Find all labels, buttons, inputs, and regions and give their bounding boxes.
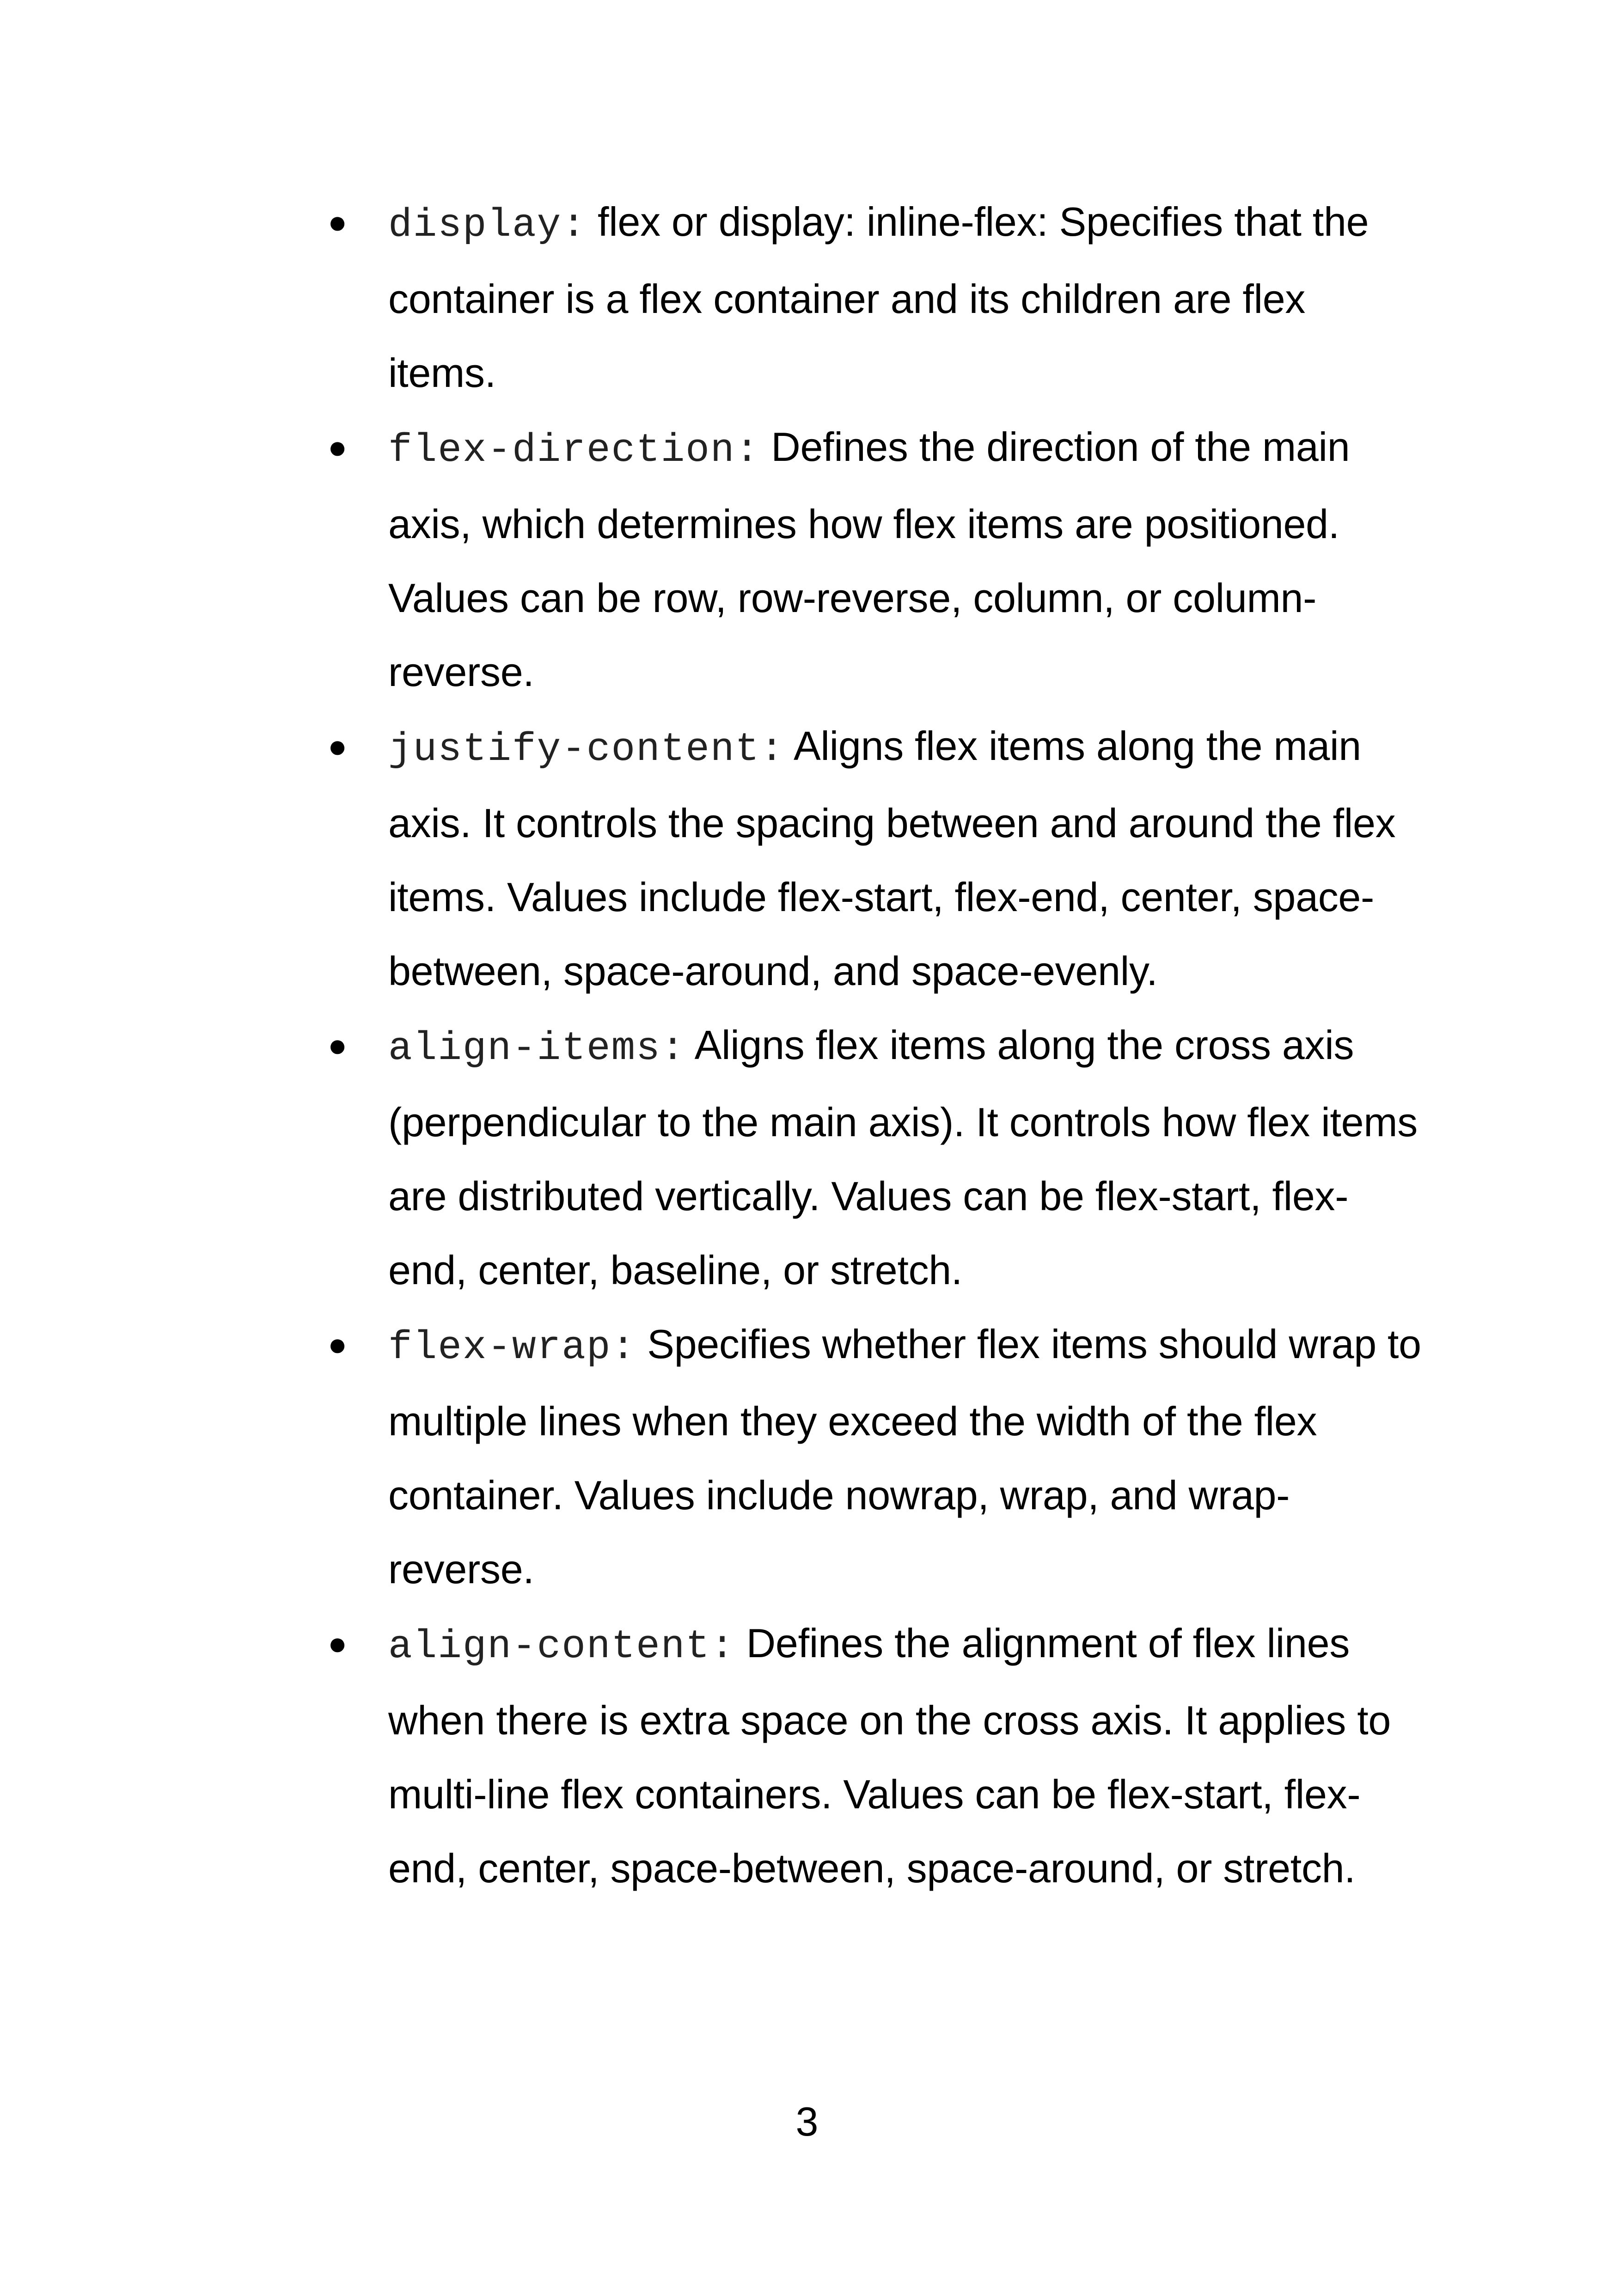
property-name: flex-direction: [388,428,760,473]
property-description: Aligns flex items along the cross axis (perpendicular to the main axis). It controls how flex items are distributed vertically. Values can be flex-start, flex-end, center, baseline, or stretch. [388,1022,1418,1293]
property-name: display: [388,202,587,248]
list-item [305,1008,1424,1307]
bullet-icon: ● [328,1027,347,1063]
property-name: justify-content: [388,727,785,772]
property-description: Specifies whether flex items should wrap to multiple lines when they exceed the width of the flex container. Values include nowrap, wrap, and wrap-reverse. [388,1321,1421,1592]
list-item [305,1606,1424,1905]
list-item [305,185,1424,410]
bullet-icon: ● [328,1625,347,1661]
property-description: Defines the direction of the main axis, which determines how flex items are positioned. Values can be row, row-reverse, column, or column-reverse. [388,424,1350,695]
bullet-icon: ● [328,204,347,240]
list-item [305,709,1424,1008]
list-item [305,1307,1424,1606]
property-description: Defines the alignment of flex lines when there is extra space on the cross axis. It applies to multi-line flex containers. Values can be flex-start, flex-end, center, space-between, space-around, or stretch. [388,1620,1391,1891]
bullet-list [305,185,1424,1905]
property-description: Aligns flex items along the main axis. It controls the spacing between and around the flex items. Values include flex-start, flex-end, center, space-between, space-around, and space-evenly. [388,723,1396,994]
bullet-icon: ● [328,429,347,465]
bullet-icon: ● [328,728,347,764]
property-name: align-content: [388,1624,735,1669]
property-name: align-items: [388,1026,686,1071]
property-description: flex or display: inline-flex: Specifies that the container is a flex container and its children are flex items. [388,199,1369,396]
list-item [305,410,1424,709]
bullet-icon: ● [328,1326,347,1362]
property-name: flex-wrap: [388,1325,636,1370]
page-number: 3 [795,2099,819,2144]
